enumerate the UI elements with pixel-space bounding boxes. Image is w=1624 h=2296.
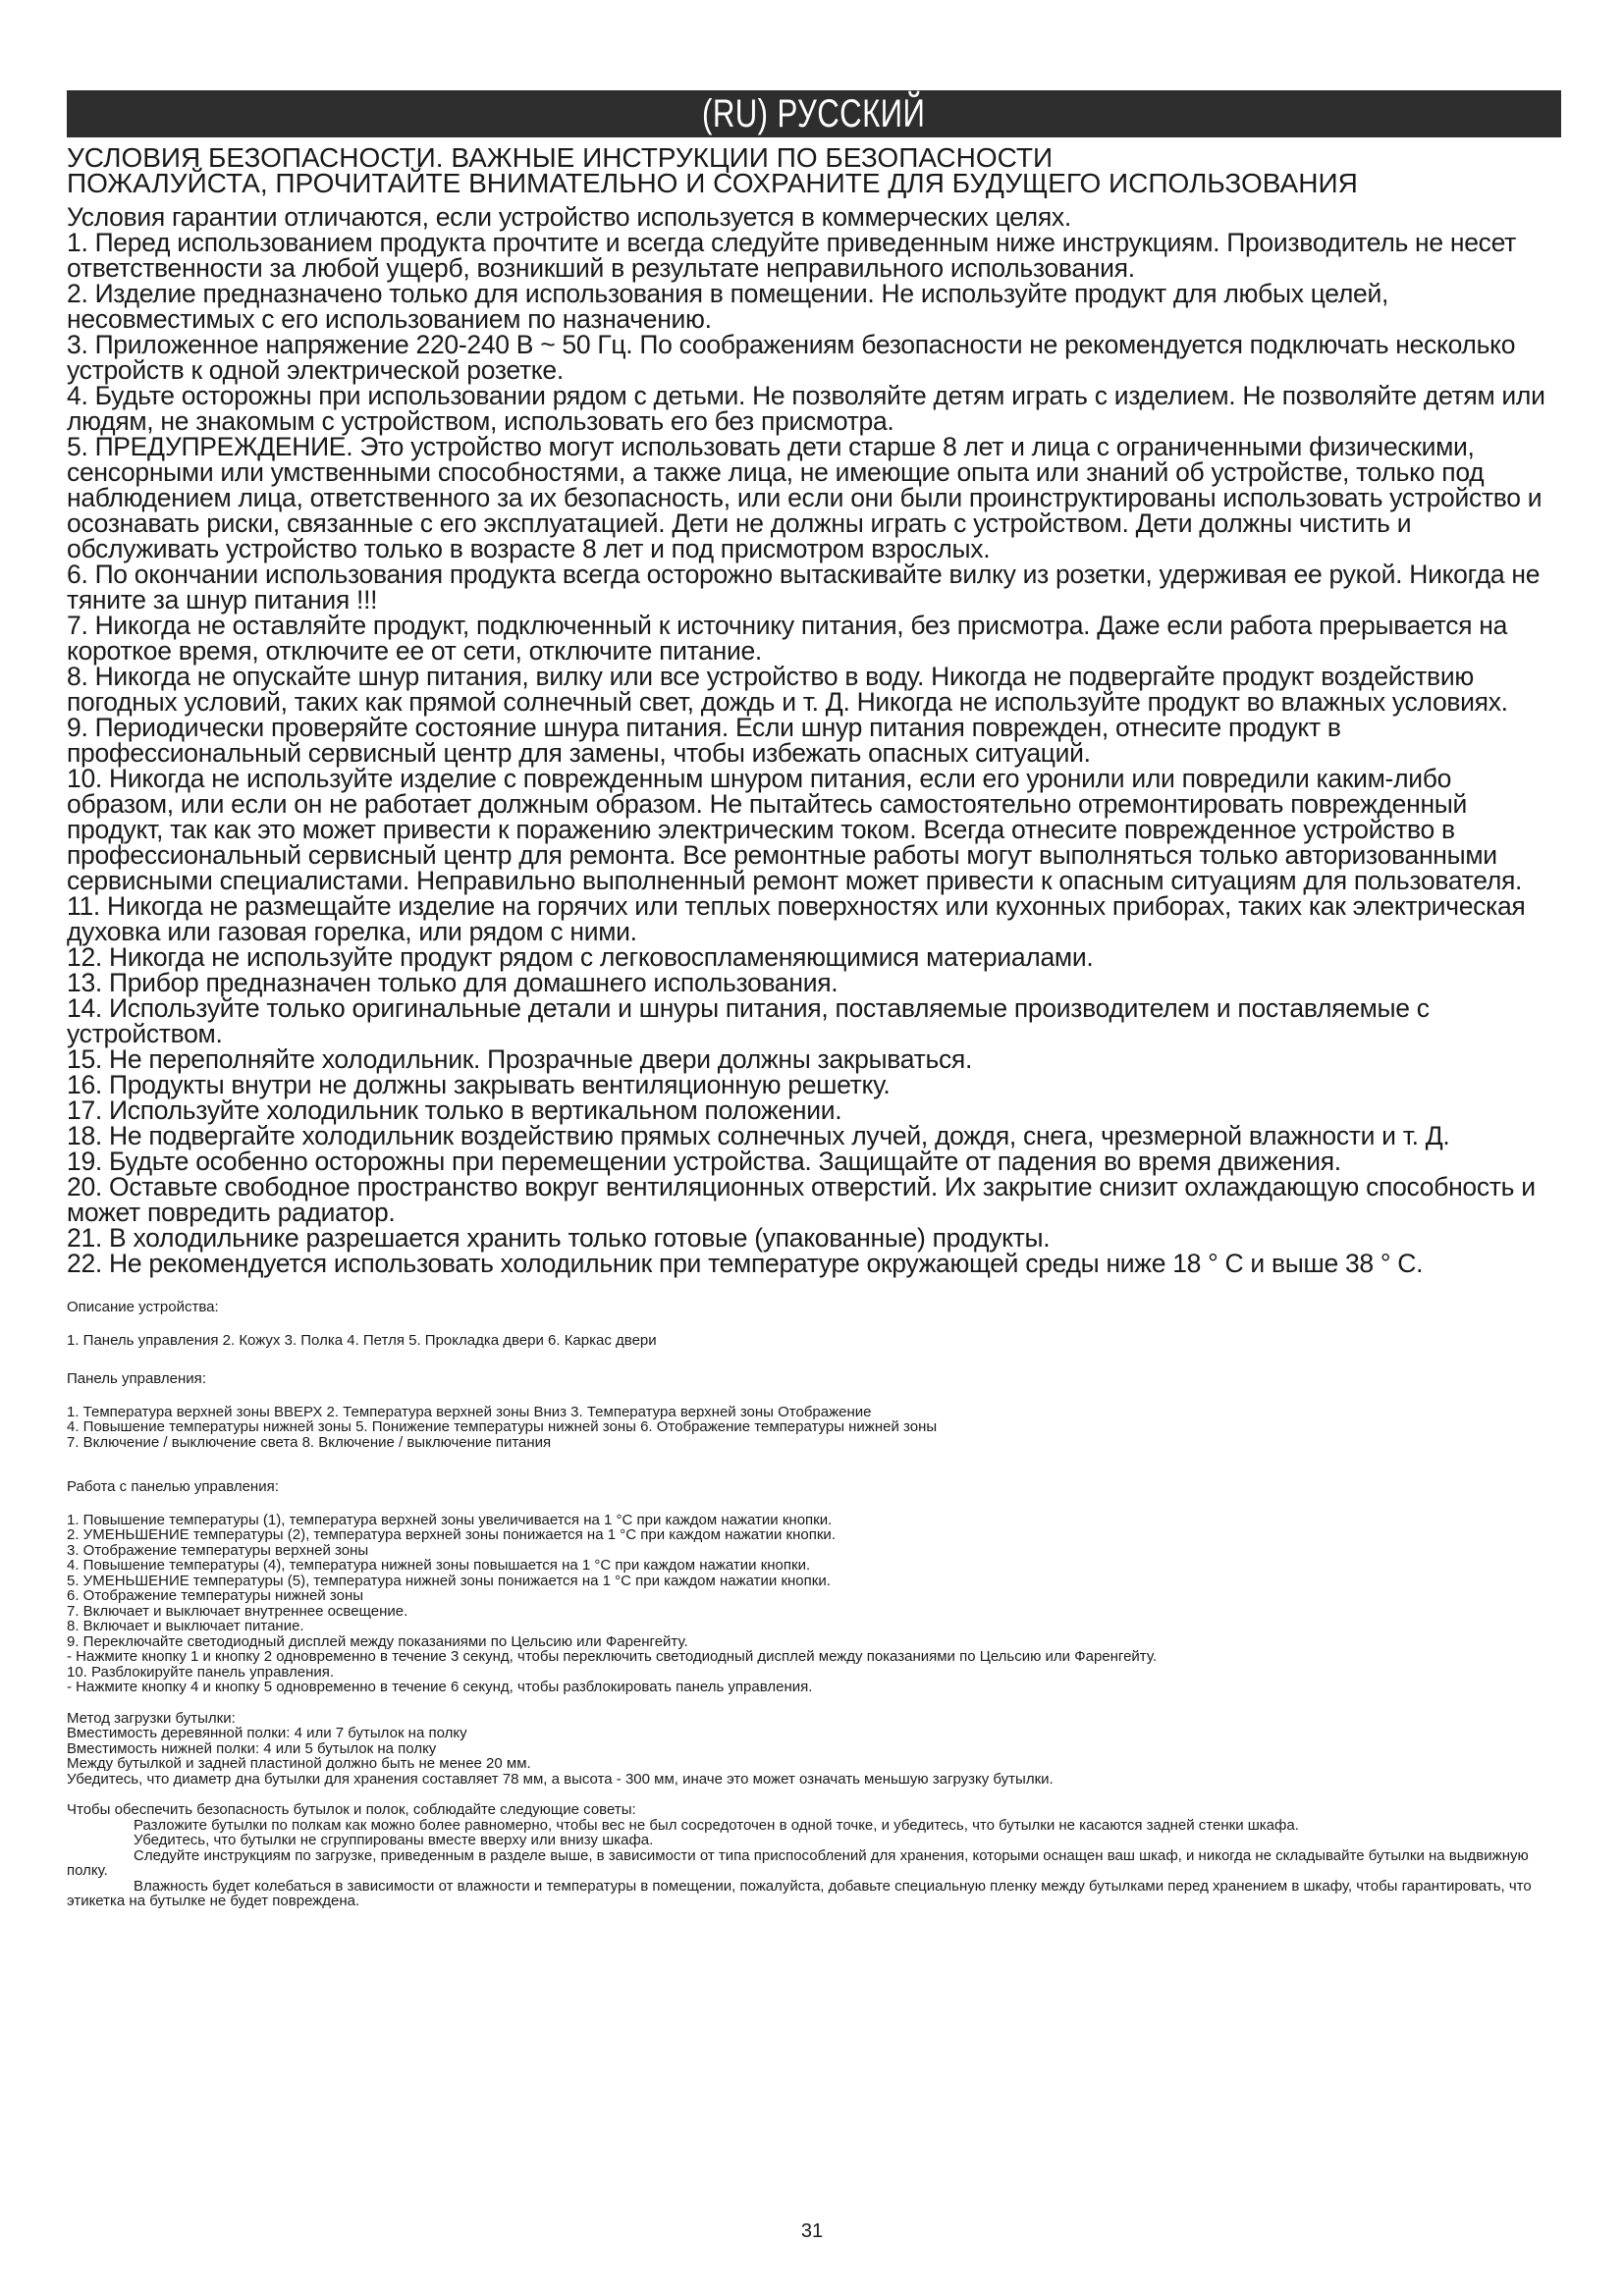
bottle-line: Убедитесь, что диаметр дна бутылки для хранения составляет 78 мм, а высота - 300 мм, иначе это может означать меньшую загрузку бутылки. bbox=[67, 1770, 1054, 1788]
operation-line: 1. Повышение температуры (1), температура верхней зоны увеличивается на 1 °C при каждом нажатии кнопки. bbox=[67, 1511, 833, 1528]
bottle-safety-tips bbox=[67, 1802, 1561, 1909]
warranty-intro: Условия гарантии отличаются, если устройство используется в коммерческих целях. bbox=[67, 202, 1071, 232]
panel-line: 7. Включение / выключение света 8. Включение / выключение питания bbox=[67, 1433, 552, 1451]
description-text: 1. Панель управления 2. Кожух 3. Полка 4. Петля 5. Прокладка двери 6. Каркас двери bbox=[67, 1331, 657, 1349]
page-number: 31 bbox=[800, 2220, 824, 2242]
bottle-line: Вместимость деревянной полки: 4 или 7 бутылок на полку bbox=[67, 1725, 467, 1741]
bottle-line: Вместимость нижней полки: 4 или 5 бутылок на полку bbox=[67, 1739, 437, 1757]
manual-page bbox=[67, 90, 1561, 1909]
operation-line: 7. Включает и выключает внутреннее освещение. bbox=[67, 1602, 408, 1620]
panel-list bbox=[67, 1405, 1561, 1451]
panel-line: 1. Температура верхней зоны ВВЕРХ 2. Температура верхней зоны Вниз 3. Температура верхней зоны Отображение bbox=[67, 1403, 872, 1420]
safety-item: 7. Никогда не оставляйте продукт, подключенный к источнику питания, без присмотра. Даже если работа прерывается на короткое время, отключите ее от сети, отключите питание. bbox=[67, 611, 1508, 666]
safety-item: 6. По окончании использования продукта всегда осторожно вытаскивайте вилку из розетки, удерживая ее рукой. Никогда не тяните за шнур питания !!! bbox=[67, 560, 1541, 614]
safety-item: 21. В холодильнике разрешается хранить только готовые (упакованные) продукты. bbox=[67, 1223, 1051, 1253]
description-label: Описание устройства: bbox=[67, 1299, 219, 1315]
safety-item: 14. Используйте только оригинальные детали и шнуры питания, поставляемые производителем и поставляемые с устройством. bbox=[67, 993, 1430, 1048]
panel-line: 4. Повышение температуры нижней зоны 5. Понижение температуры нижней зоны 6. Отображение температуры нижней зоны bbox=[67, 1418, 938, 1435]
safety-item: 3. Приложенное напряжение 220-240 В ~ 50 Гц. По соображениям безопасности не рекомендуется подключать несколько устройств к одной электрической розетке. bbox=[67, 330, 1516, 385]
safety-item: 2. Изделие предназначено только для использования в помещении. Не используйте продукт для любых целей, несовместимых с его использованием по назначению. bbox=[67, 279, 1389, 334]
panel-label: Панель управления: bbox=[67, 1370, 206, 1387]
safety-item: 17. Используйте холодильник только в вертикальном положении. bbox=[67, 1095, 842, 1125]
safety-item: 5. ПРЕДУПРЕЖДЕНИЕ. Это устройство могут использовать дети старше 8 лет и лица с ограниченными физическими, сенсорными или умственными способностями, а также лица, не имеющие опыта или знаний об устройстве, только под наблюдением лица, ответственного за их безопасность, или если они были проинструктированы использовать устройство и осознавать риски, связанные с его эксплуатацией. Дети не должны играть с устройством. Дети должны чистить и обслуживать устройство только в возрасте 8 лет и под присмотром взрослых. bbox=[67, 432, 1543, 563]
operation-line: 3. Отображение температуры верхней зоны bbox=[67, 1541, 369, 1559]
bottle-loading-section bbox=[67, 1711, 1561, 1788]
operation-line: 4. Повышение температуры (4), температура нижней зоны повышается на 1 °C при каждом нажатии кнопки. bbox=[67, 1557, 811, 1574]
safety-item: 10. Никогда не используйте изделие с поврежденным шнуром питания, если его уронили или повредили каким-либо образом, или если он не работает должным образом. Не пытайтесь самостоятельно отремонтировать поврежденный продукт, так как это может привести к поражению электрическим током. Всегда отнесите поврежденное устройство в профессиональный сервисный центр для ремонта. Все ремонтные работы могут выполняться только авторизованными сервисными специалистами. Неправильно выполненный ремонт может привести к опасным ситуациям для пользователя. bbox=[67, 764, 1523, 895]
safety-item: 13. Прибор предназначен только для домашнего использования. bbox=[67, 968, 839, 997]
safety-item: 19. Будьте особенно осторожны при перемещении устройства. Защищайте от падения во время движения. bbox=[67, 1147, 1341, 1176]
language-header-bar bbox=[67, 90, 1561, 137]
bottle-line: Между бутылкой и задней пластиной должно быть не менее 20 мм. bbox=[67, 1755, 531, 1772]
language-title: (RU) РУССКИЙ bbox=[702, 92, 926, 135]
safety-headlines bbox=[67, 142, 1561, 198]
operation-line: 6. Отображение температуры нижней зоны bbox=[67, 1587, 364, 1604]
operation-line: 8. Включает и выключает питание. bbox=[67, 1618, 304, 1634]
safety-instructions bbox=[67, 204, 1561, 1276]
operation-line: 9. Переключайте светодиодный дисплей между показаниями по Цельсию или Фаренгейту. bbox=[67, 1632, 688, 1650]
safety-item: 8. Никогда не опускайте шнур питания, вилку или все устройство в воду. Никогда не подвергайте продукт воздействию погодных условий, таких как прямой солнечный свет, дождь и т. Д. Никогда не используйте продукт во влажных условиях. bbox=[67, 662, 1508, 717]
bottle-line: Метод загрузки бутылки: bbox=[67, 1709, 236, 1727]
operation-line: 10. Разблокируйте панель управления. bbox=[67, 1663, 335, 1681]
safety-item: 12. Никогда не используйте продукт рядом с легковоспламеняющимися материалами. bbox=[67, 942, 1094, 972]
operation-line: 5. УМЕНЬШЕНИЕ температуры (5), температура нижней зоны понижается на 1 °C при каждом нажатии кнопки. bbox=[67, 1572, 831, 1589]
safety-item: 4. Будьте осторожны при использовании рядом с детьми. Не позволяйте детям играть с изделием. Не позволяйте детям или людям, не знакомым с устройством, использовать его без присмотра. bbox=[67, 381, 1545, 436]
tip-item: Следуйте инструкциям по загрузке, приведенным в разделе выше, в зависимости от типа приспособлений для хранения, которыми оснащен ваш шкаф, и никогда не складывайте бутылки на выдвижную полку. bbox=[67, 1846, 1529, 1879]
safety-item: 16. Продукты внутри не должны закрывать вентиляционную решетку. bbox=[67, 1070, 891, 1099]
safety-item: 22. Не рекомендуется использовать холодильник при температуре окружающей среды ниже 18 ° C и выше 38 ° C. bbox=[67, 1249, 1424, 1278]
operation-label: Работа с панелью управления: bbox=[67, 1478, 279, 1495]
operation-line: - Нажмите кнопку 4 и кнопку 5 одновременно в течение 6 секунд, чтобы разблокировать панель управления. bbox=[67, 1679, 813, 1695]
operation-line: - Нажмите кнопку 1 и кнопку 2 одновременно в течение 3 секунд, чтобы переключить светодиодный дисплей между показаниями по Цельсию или Фаренгейту. bbox=[67, 1648, 1157, 1665]
operation-line: 2. УМЕНЬШЕНИЕ температуры (2), температура верхней зоны понижается на 1 °C при каждом нажатии кнопки. bbox=[67, 1526, 836, 1543]
safety-item: 11. Никогда не размещайте изделие на горячих или теплых поверхностях или кухонных приборах, таких как электрическая духовка или газовая горелка, или рядом с ними. bbox=[67, 891, 1526, 946]
safety-item: 15. Не переполняйте холодильник. Прозрачные двери должны закрываться. bbox=[67, 1044, 973, 1074]
tip-item: Разложите бутылки по полкам как можно более равномерно, чтобы вес не был сосредоточен в одной точке, и убедитесь, что бутылки не касаются задней стенки шкафа. bbox=[134, 1816, 1299, 1834]
read-carefully-headline: ПОЖАЛУЙСТА, ПРОЧИТАЙТЕ ВНИМАТЕЛЬНО И СОХРАНИТЕ ДЛЯ БУДУЩЕГО ИСПОЛЬЗОВАНИЯ bbox=[67, 168, 1358, 198]
safety-item: 18. Не подвергайте холодильник воздействию прямых солнечных лучей, дождя, снега, чрезмерной влажности и т. Д. bbox=[67, 1121, 1450, 1150]
safety-item: 20. Оставьте свободное пространство вокруг вентиляционных отверстий. Их закрытие снизит охлаждающую способность и может повредить радиатор. bbox=[67, 1172, 1536, 1227]
tip-item: Убедитесь, что бутылки не сгруппированы вместе вверху или внизу шкафа. bbox=[134, 1832, 654, 1848]
tips-intro: Чтобы обеспечить безопасность бутылок и полок, соблюдайте следующие советы: bbox=[67, 1801, 636, 1818]
operation-list bbox=[67, 1513, 1561, 1695]
safety-item: 9. Периодически проверяйте состояние шнура питания. Если шнур питания поврежден, отнесите продукт в профессиональный сервисный центр для замены, чтобы избежать опасных ситуаций. bbox=[67, 713, 1341, 768]
safety-item: 1. Перед использованием продукта прочтите и всегда следуйте приведенным ниже инструкциям. Производитель не несет ответственности за любой ущерб, возникший в результате неправильного использования. bbox=[67, 228, 1517, 283]
safety-headline: УСЛОВИЯ БЕЗОПАСНОСТИ. ВАЖНЫЕ ИНСТРУКЦИИ ПО БЕЗОПАСНОСТИ bbox=[67, 142, 1054, 173]
tip-item: Влажность будет колебаться в зависимости от влажности и температуры в помещении, пожалуйста, добавьте специальную пленку между бутылками перед хранением в шкафу, чтобы гарантировать, что этикетка на бутылке не будет повреждена. bbox=[67, 1877, 1532, 1909]
